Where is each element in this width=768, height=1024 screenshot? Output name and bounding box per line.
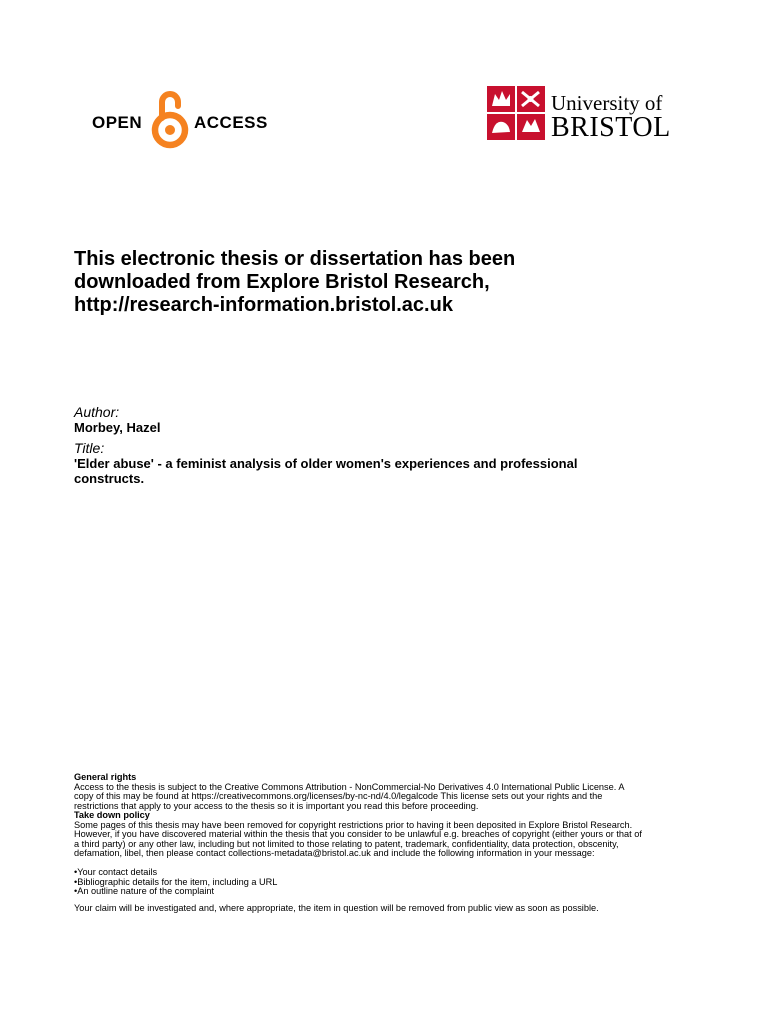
author-label: Author:	[74, 404, 120, 420]
general-rights-heading: General rights	[74, 772, 137, 782]
university-of-bristol-logo	[487, 86, 687, 142]
university-name-line1: University of	[551, 91, 663, 115]
take-down-heading: Take down policy	[74, 810, 150, 820]
bullet-item: •Your contact details	[74, 867, 158, 877]
thesis-title-line-2: constructs.	[74, 471, 145, 486]
bullet-item: •Bibliographic details for the item, including a URL	[74, 876, 278, 887]
heading-url[interactable]: http://research-information.bristol.ac.uk	[74, 294, 453, 316]
take-down-line: However, if you have discovered material within the thesis that you consider to be unlawful e.g. breaches of copyright (either yours or that of	[74, 829, 642, 839]
bullet-item: •An outline nature of the complaint	[74, 886, 215, 896]
thesis-metadata	[74, 404, 714, 486]
author-name: Morbey, Hazel	[74, 420, 161, 435]
take-down-line: Some pages of this thesis may have been removed for copyright restrictions prior to having it been deposited in Explore Bristol Research.	[74, 819, 633, 830]
open-access-word-open: OPEN	[92, 113, 143, 132]
claim-statement: Your claim will be investigated and, where appropriate, the item in question will be removed from public view as soon as possible.	[74, 902, 599, 913]
general-rights-line: restrictions that apply to your access to the thesis so it is important you read this before proceeding.	[74, 800, 479, 811]
take-down-line: a third party) or any other law, including but not limited to those relating to patent, trademark, confidentiality, data protection, obscenity,	[74, 838, 619, 849]
general-rights-line: copy of this may be found at https://creativecommons.org/licenses/by-nc-nd/4.0/legalcode This license sets out your rights and the	[74, 791, 603, 801]
title-label: Title:	[74, 440, 105, 456]
spacer	[74, 859, 724, 869]
general-rights-line: Access to the thesis is subject to the Creative Commons Attribution - NonCommercial-No Derivatives 4.0 International Public License. A	[74, 781, 625, 792]
bristol-shield-icon	[487, 86, 545, 140]
open-access-word-access: ACCESS	[194, 113, 268, 132]
thesis-title-line-1: 'Elder abuse' - a feminist analysis of older women's experiences and professional	[74, 456, 578, 471]
heading-line-2: downloaded from Explore Bristol Research,	[74, 271, 490, 293]
page-heading	[74, 248, 714, 317]
take-down-line: defamation, libel, then please contact collections-metadata@bristol.ac.uk and include the following information in your message:	[74, 848, 595, 858]
legal-notice	[74, 773, 724, 913]
open-access-logo	[92, 88, 272, 150]
university-name-line2: BRISTOL	[551, 112, 671, 143]
heading-line-1: This electronic thesis or dissertation has been	[74, 248, 516, 270]
open-padlock-icon	[149, 88, 189, 150]
